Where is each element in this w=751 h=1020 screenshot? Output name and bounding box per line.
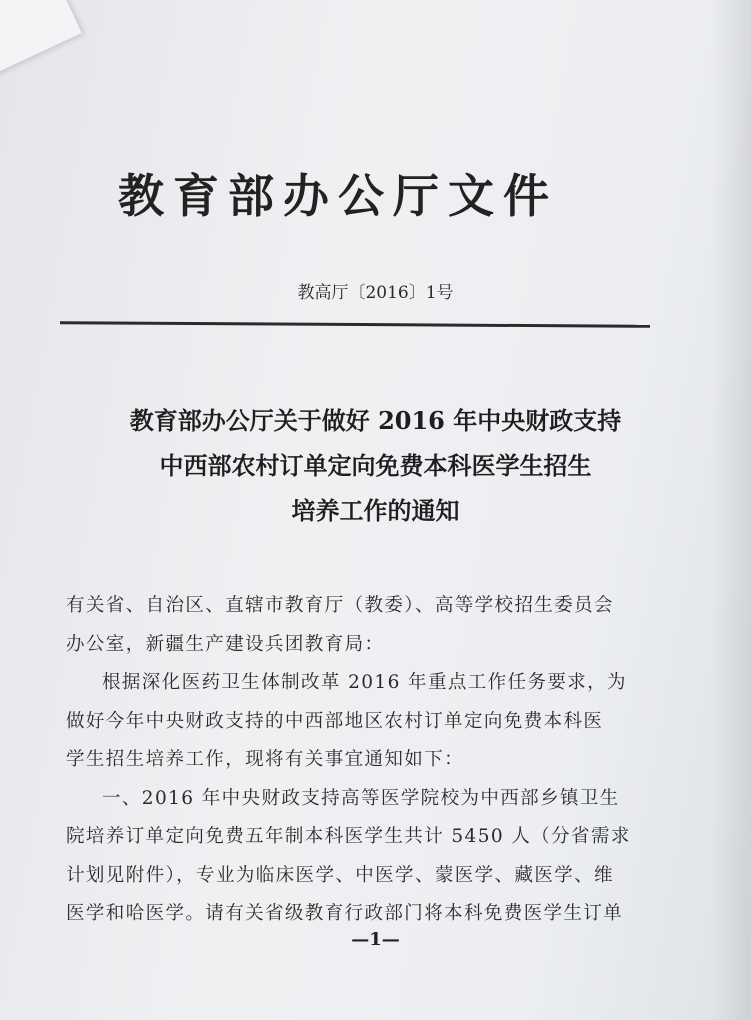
notice-title-line: 中西部农村订单定向免费本科医学生招生 — [159, 451, 592, 480]
paragraph-line: 医学和哈医学。请有关省级教育行政部门将本科免费医学生订单 — [66, 903, 624, 924]
notice-title-line: 教育部办公厅关于做好 2016 年中央财政支持 — [129, 406, 622, 435]
notice-title-line: 培养工作的通知 — [291, 496, 460, 525]
header-divider-rule — [60, 321, 650, 328]
underlying-sheet-corner — [0, 0, 82, 79]
paragraph-line: 计划见附件），专业为临床医学、中医学、蒙医学、藏医学、维 — [66, 864, 614, 886]
document-number: 教高厅〔2016〕1号 — [297, 283, 454, 303]
document-header-title: 教育部办公厅文件 — [118, 169, 558, 223]
notice-body — [66, 587, 676, 934]
paragraph-line: 院培养订单定向免费五年制本科医学生共计 5450 人（分省需求 — [66, 826, 631, 847]
addressee-line: 办公室，新疆生产建设兵团教育局： — [66, 633, 385, 655]
paragraph-line: 根据深化医药卫生体制改革 2016 年重点工作任务要求，为 — [102, 672, 627, 693]
addressee-line: 有关省、自治区、直辖市教育厅（教委）、高等学校招生委员会 — [66, 595, 614, 616]
notice-title — [0, 398, 751, 533]
paragraph-line: 学生招生培养工作，现将有关事宜通知如下： — [66, 749, 465, 770]
paragraph-line: 做好今年中央财政支持的中西部地区农村订单定向免费本科医 — [66, 710, 604, 732]
page-number: —1— — [351, 929, 400, 950]
paragraph-line: 一、2016 年中央财政支持高等医学院校为中西部乡镇卫生 — [102, 787, 620, 809]
